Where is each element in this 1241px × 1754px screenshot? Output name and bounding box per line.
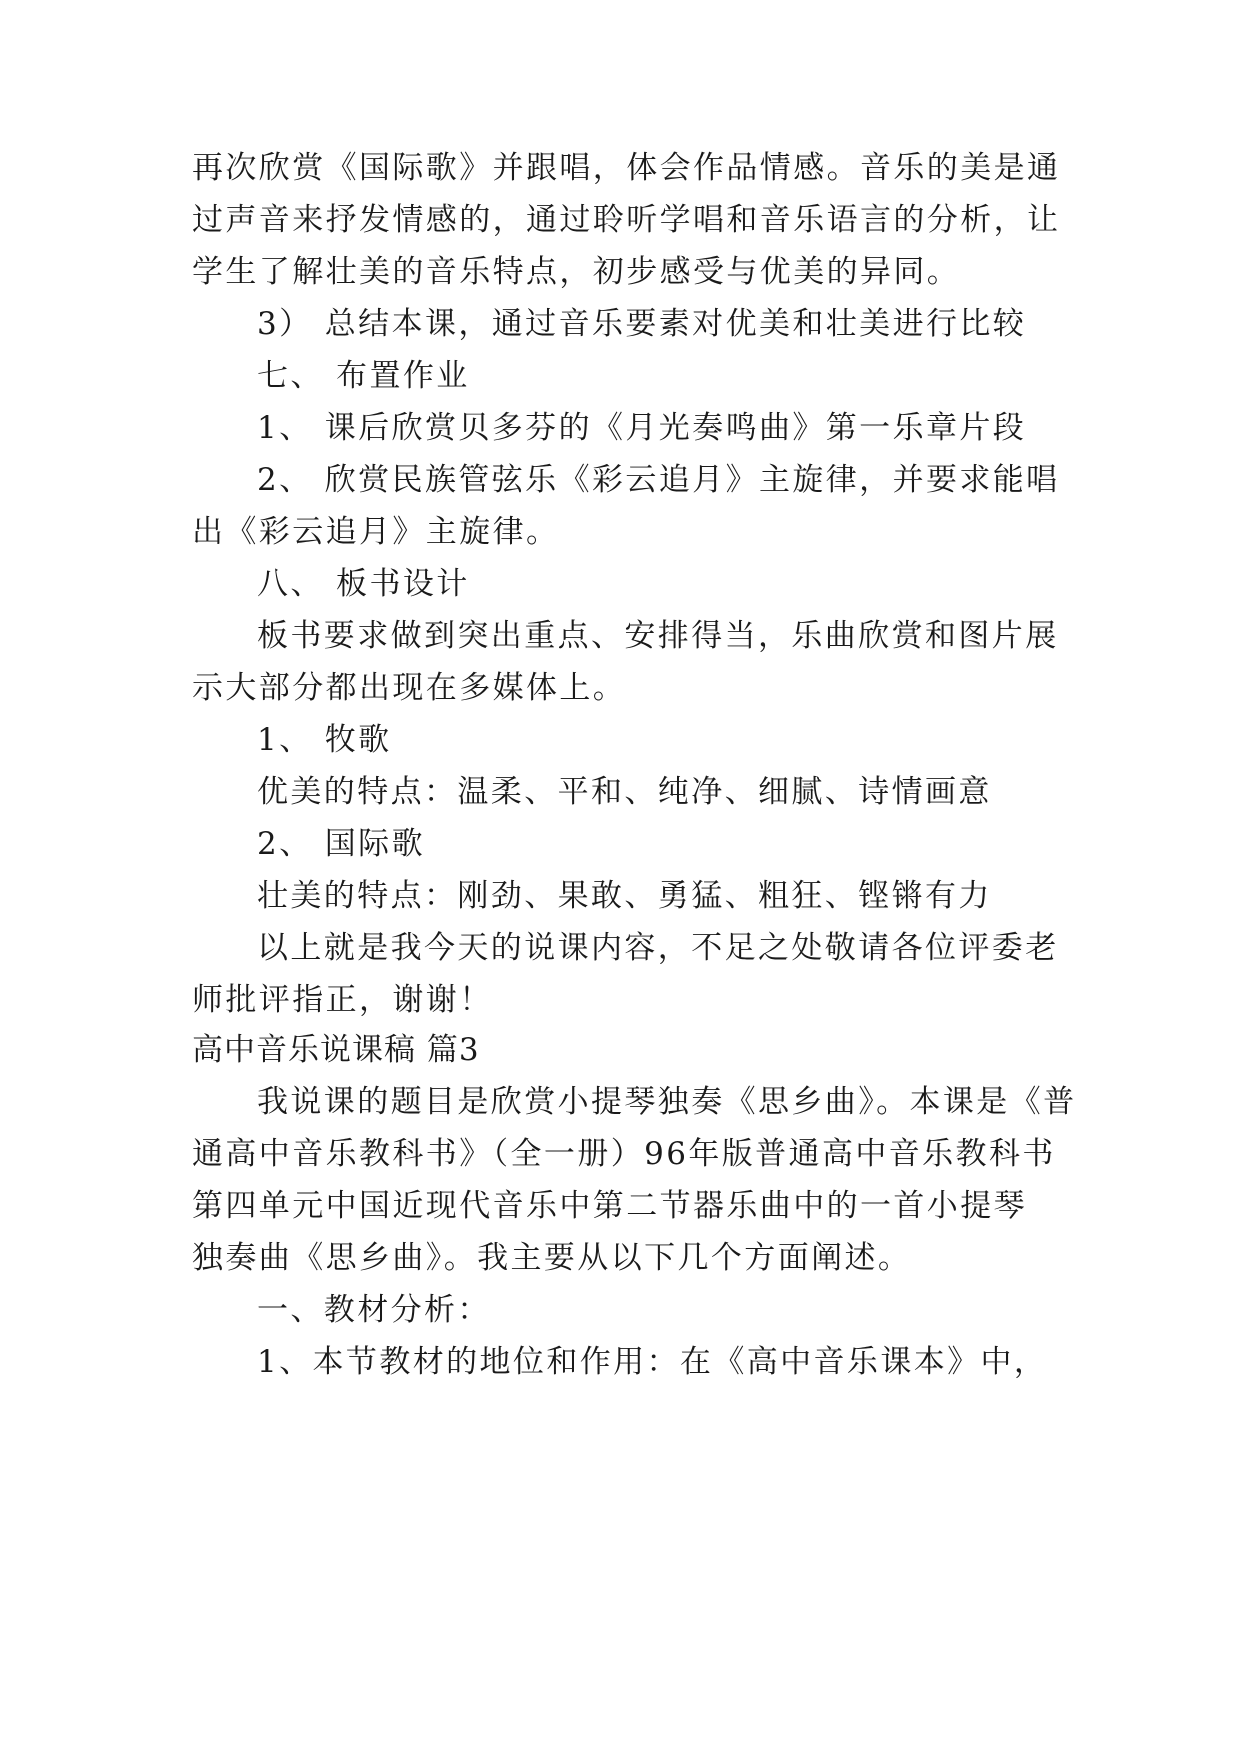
body-text-line: 壮美的特点：刚劲、果敢、勇猛、粗狂、铿锵有力	[257, 878, 992, 914]
list-item-text: 2、 欣赏民族管弦乐《彩云追月》主旋律，并要求能唱	[257, 462, 1060, 498]
body-text-line: 学生了解壮美的音乐特点，初步感受与优美的异同。	[192, 254, 961, 290]
body-text-line: 第四单元中国近现代音乐中第二节器乐曲中的一首小提琴	[192, 1188, 1027, 1224]
body-text-line: 示大部分都出现在多媒体上。	[192, 670, 627, 706]
section-heading: 七、 布置作业	[257, 358, 470, 394]
body-text-line: 板书要求做到突出重点、安排得当，乐曲欣赏和图片展	[257, 618, 1059, 654]
body-text-line: 师批评指正，谢谢！	[192, 982, 493, 1018]
body-text-line: 1、本节教材的地位和作用：在《高中音乐课本》中，	[257, 1344, 1048, 1380]
list-item-text: 1、 牧歌	[257, 722, 392, 758]
list-item-text: 2、 国际歌	[257, 826, 425, 862]
body-text-line: 再次欣赏《国际歌》并跟唱，体会作品情感。音乐的美是通	[192, 150, 1061, 186]
body-text-line: 我说课的题目是欣赏小提琴独奏《思乡曲》。本课是《普	[257, 1084, 1077, 1120]
body-text-line: 过声音来抒发情感的，通过聆听学唱和音乐语言的分析，让	[192, 202, 1061, 238]
list-item-text: 1、 课后欣赏贝多芬的《月光奏鸣曲》第一乐章片段	[257, 410, 1027, 446]
body-text-line: 独奏曲《思乡曲》。我主要从以下几个方面阐述。	[192, 1240, 912, 1276]
body-text-line: 优美的特点：温柔、平和、纯净、细腻、诗情画意	[257, 774, 992, 810]
section-heading: 一、教材分析：	[257, 1292, 491, 1328]
section-heading: 八、 板书设计	[257, 566, 470, 602]
body-text-line: 出《彩云追月》主旋律。	[192, 514, 560, 550]
article-title: 高中音乐说课稿 篇3	[192, 1032, 480, 1068]
body-text-line: 通高中音乐教科书》（全一册）96年版普通高中音乐教科书	[192, 1136, 1056, 1172]
list-item-text: 3） 总结本课，通过音乐要素对优美和壮美进行比较	[257, 306, 1027, 342]
body-text-line: 以上就是我今天的说课内容，不足之处敬请各位评委老	[257, 930, 1059, 966]
